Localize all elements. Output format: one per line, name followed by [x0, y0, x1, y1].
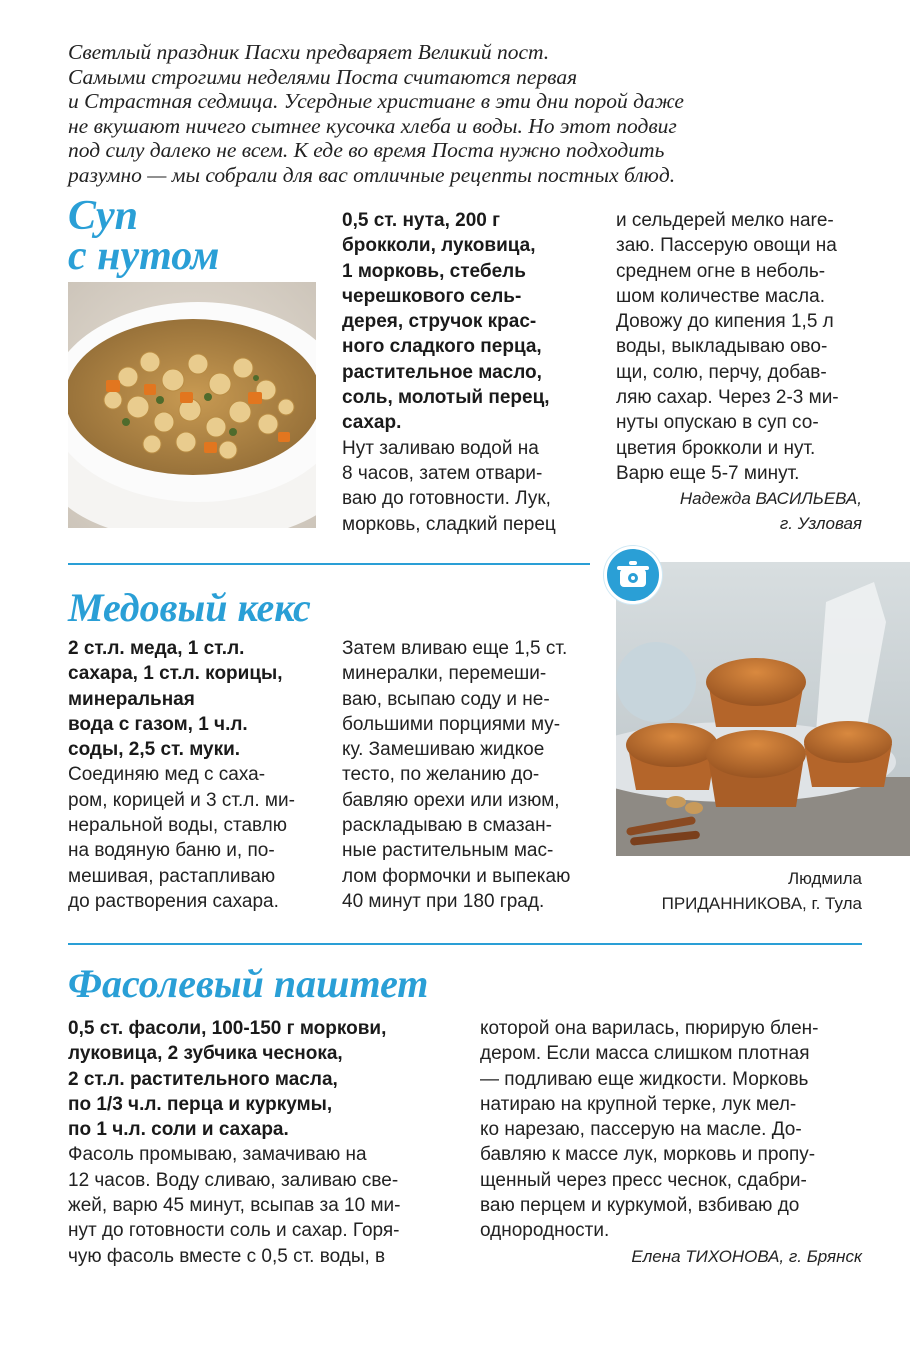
cake-method-part-1: [68, 762, 320, 914]
intro-line: разумно — мы собрали для вас отличные рецепты постных блюд.: [68, 162, 676, 187]
intro-line: Светлый праздник Пасхи предваряет Великий пост.: [68, 40, 550, 64]
text-line: мешивая, растапливаю: [68, 865, 276, 887]
pate-method-part-1: [68, 1142, 468, 1268]
cake-signature: [600, 866, 862, 916]
soup-ingredients: [342, 208, 592, 436]
text-line: чую фасоль вместе с 0,5 ст. воды, в: [68, 1245, 386, 1267]
text-line: ко нарезаю, пассерую на масле. До-: [480, 1119, 802, 1141]
pate-column-2: [480, 1016, 868, 1269]
text-line: Нут заливаю водой на: [342, 437, 539, 459]
text-line: бавляю к массе лук, морковь и пропу-: [480, 1144, 816, 1166]
ingredient-line: дерея, стручок крас-: [342, 311, 537, 333]
ingredient-line: по 1/3 ч.л. перца и куркумы,: [68, 1093, 333, 1115]
text-line: и сельдерей мелко нare-: [616, 210, 834, 231]
ingredient-line: растительное масло,: [342, 361, 542, 383]
text-line: нуты опускаю в суп со-: [616, 412, 819, 434]
text-line: цветия брокколи и нут.: [616, 437, 816, 459]
soup-signature: [616, 486, 862, 536]
text-line: щенный через пресс чеснок, сдабри-: [480, 1169, 807, 1191]
pate-column-1: [68, 1016, 468, 1269]
text-line: которой она варилась, пюрирую блен-: [480, 1018, 819, 1039]
text-line: нут до готовности соль и сахар. Горя-: [68, 1220, 400, 1242]
soup-title-line: Суп: [68, 193, 139, 239]
text-line: ку. Замешиваю жидкое: [342, 739, 545, 761]
muffins-icon: [616, 562, 910, 856]
soup-photo: [68, 282, 316, 528]
text-line: натираю на крупной терке, лук мел-: [480, 1093, 797, 1115]
ingredient-line: 2 ст.л. меда, 1 ст.л.: [68, 638, 245, 659]
text-line: неральной воды, ставлю: [68, 815, 288, 837]
text-line: воды, выкладываю ово-: [616, 336, 828, 358]
text-line: раскладываю в смазан-: [342, 815, 552, 837]
text-line: на водяную баню и, по-: [68, 840, 275, 862]
signature-line: Людмила: [787, 869, 862, 888]
text-line: минералки, перемеши-: [342, 663, 547, 685]
cake-photo: [616, 562, 910, 856]
text-line: 12 часов. Воду сливаю, заливаю све-: [68, 1169, 399, 1191]
ingredient-line: 0,5 ст. фасоли, 100-150 г моркови,: [68, 1018, 387, 1039]
cooking-pot-badge: [604, 546, 662, 604]
text-line: заю. Пассерую овощи на: [616, 235, 837, 257]
soup-column-2: [616, 208, 866, 536]
text-line: ваю перцем и куркумой, взбиваю до: [480, 1195, 800, 1217]
text-line: ные растительным мас-: [342, 840, 554, 862]
ingredient-line: черешкового сель-: [342, 285, 522, 307]
text-line: ваю до готовности. Лук,: [342, 488, 551, 510]
text-line: ваю, всыпаю соду и не-: [342, 688, 550, 710]
soup-title-line: с нутом: [68, 233, 220, 279]
text-line: — подливаю еще жидкости. Морковь: [480, 1068, 809, 1090]
soup-title: [68, 193, 220, 279]
signature-line: Елена ТИХОНОВА, г. Брянск: [631, 1246, 862, 1266]
text-line: среднем огне в неболь-: [616, 260, 826, 282]
text-line: Соединяю мед с саха-: [68, 764, 266, 786]
section-divider: [68, 943, 862, 945]
ingredient-line: 1 морковь, стебель: [342, 260, 526, 282]
ingredient-line: соды, 2,5 ст. муки.: [68, 739, 241, 761]
text-line: бавляю орехи или изюм,: [342, 789, 560, 811]
soup-bowl-icon: [68, 282, 316, 528]
text-line: ляю сахар. Через 2-3 ми-: [616, 387, 839, 409]
text-line: 40 минут при 180 град.: [342, 890, 545, 912]
intro-line: под силу далеко не всем. К еде во время Поста нужно подходить: [68, 138, 665, 163]
ingredient-line: луковица, 2 зубчика чеснока,: [68, 1043, 343, 1065]
soup-column-1: [342, 208, 592, 537]
cake-column-2: [342, 636, 596, 914]
intro-line: и Страстная седмица. Усердные христиане в эти дни порой даже: [68, 89, 684, 114]
ingredient-line: брокколи, луковица,: [342, 235, 536, 257]
cake-ingredients: [68, 636, 320, 762]
intro-line: Самыми строгими неделями Поста считаются первая: [68, 64, 578, 89]
ingredient-line: соль, молотый перец,: [342, 387, 550, 409]
text-line: до растворения сахара.: [68, 890, 279, 912]
ingredient-line: ного сладкого перца,: [342, 336, 542, 358]
pate-title: Фасолевый паштет: [68, 961, 429, 1006]
ingredient-line: по 1 ч.л. соли и сахара.: [68, 1119, 289, 1141]
ingredient-line: минеральная: [68, 688, 195, 710]
text-line: тесто, по желанию до-: [342, 764, 540, 786]
signature-line: г. Узловая: [779, 514, 862, 534]
text-line: Варю еще 5-7 минут.: [616, 462, 800, 484]
text-line: шом количестве масла.: [616, 285, 825, 307]
section-divider: [68, 563, 590, 565]
text-line: лом формочки и выпекаю: [342, 865, 571, 887]
pate-ingredients: [68, 1016, 468, 1142]
text-line: дером. Если масса слишком плотная: [480, 1043, 810, 1065]
intro-line: не вкушают ничего сытнее кусочка хлеба и воды. Но этот подвиг: [68, 113, 677, 138]
text-line: жей, варю 45 минут, всыпав за 10 ми-: [68, 1195, 401, 1217]
text-line: Затем вливаю еще 1,5 ст.: [342, 638, 568, 659]
ingredient-line: 0,5 ст. нута, 200 г: [342, 210, 501, 231]
text-line: ром, корицей и 3 ст.л. ми-: [68, 789, 295, 811]
ingredient-line: 2 ст.л. растительного масла,: [68, 1068, 338, 1090]
text-line: однородности.: [480, 1220, 610, 1242]
pot-icon: [607, 549, 659, 601]
text-line: щи, солю, перчу, добав-: [616, 361, 827, 383]
cake-column-1: [68, 636, 320, 914]
text-line: большими порциями му-: [342, 713, 561, 735]
text-line: морковь, сладкий перец: [342, 513, 556, 535]
text-line: Фасоль промываю, замачиваю на: [68, 1144, 367, 1166]
cake-title: Медовый кекс: [68, 585, 311, 630]
ingredient-line: сахара, 1 ст.л. корицы,: [68, 663, 283, 685]
signature-line: Надежда ВАСИЛЬЕВА,: [679, 489, 862, 509]
text-line: Довожу до кипения 1,5 л: [616, 311, 834, 333]
soup-method-part-1: [342, 436, 592, 537]
intro-paragraph: [68, 40, 858, 188]
signature-line: ПРИДАННИКОВА, г. Тула: [661, 894, 862, 913]
pate-signature: [480, 1244, 862, 1269]
ingredient-line: вода с газом, 1 ч.л.: [68, 713, 248, 735]
ingredient-line: сахар.: [342, 412, 402, 434]
text-line: 8 часов, затем отвари-: [342, 462, 543, 484]
